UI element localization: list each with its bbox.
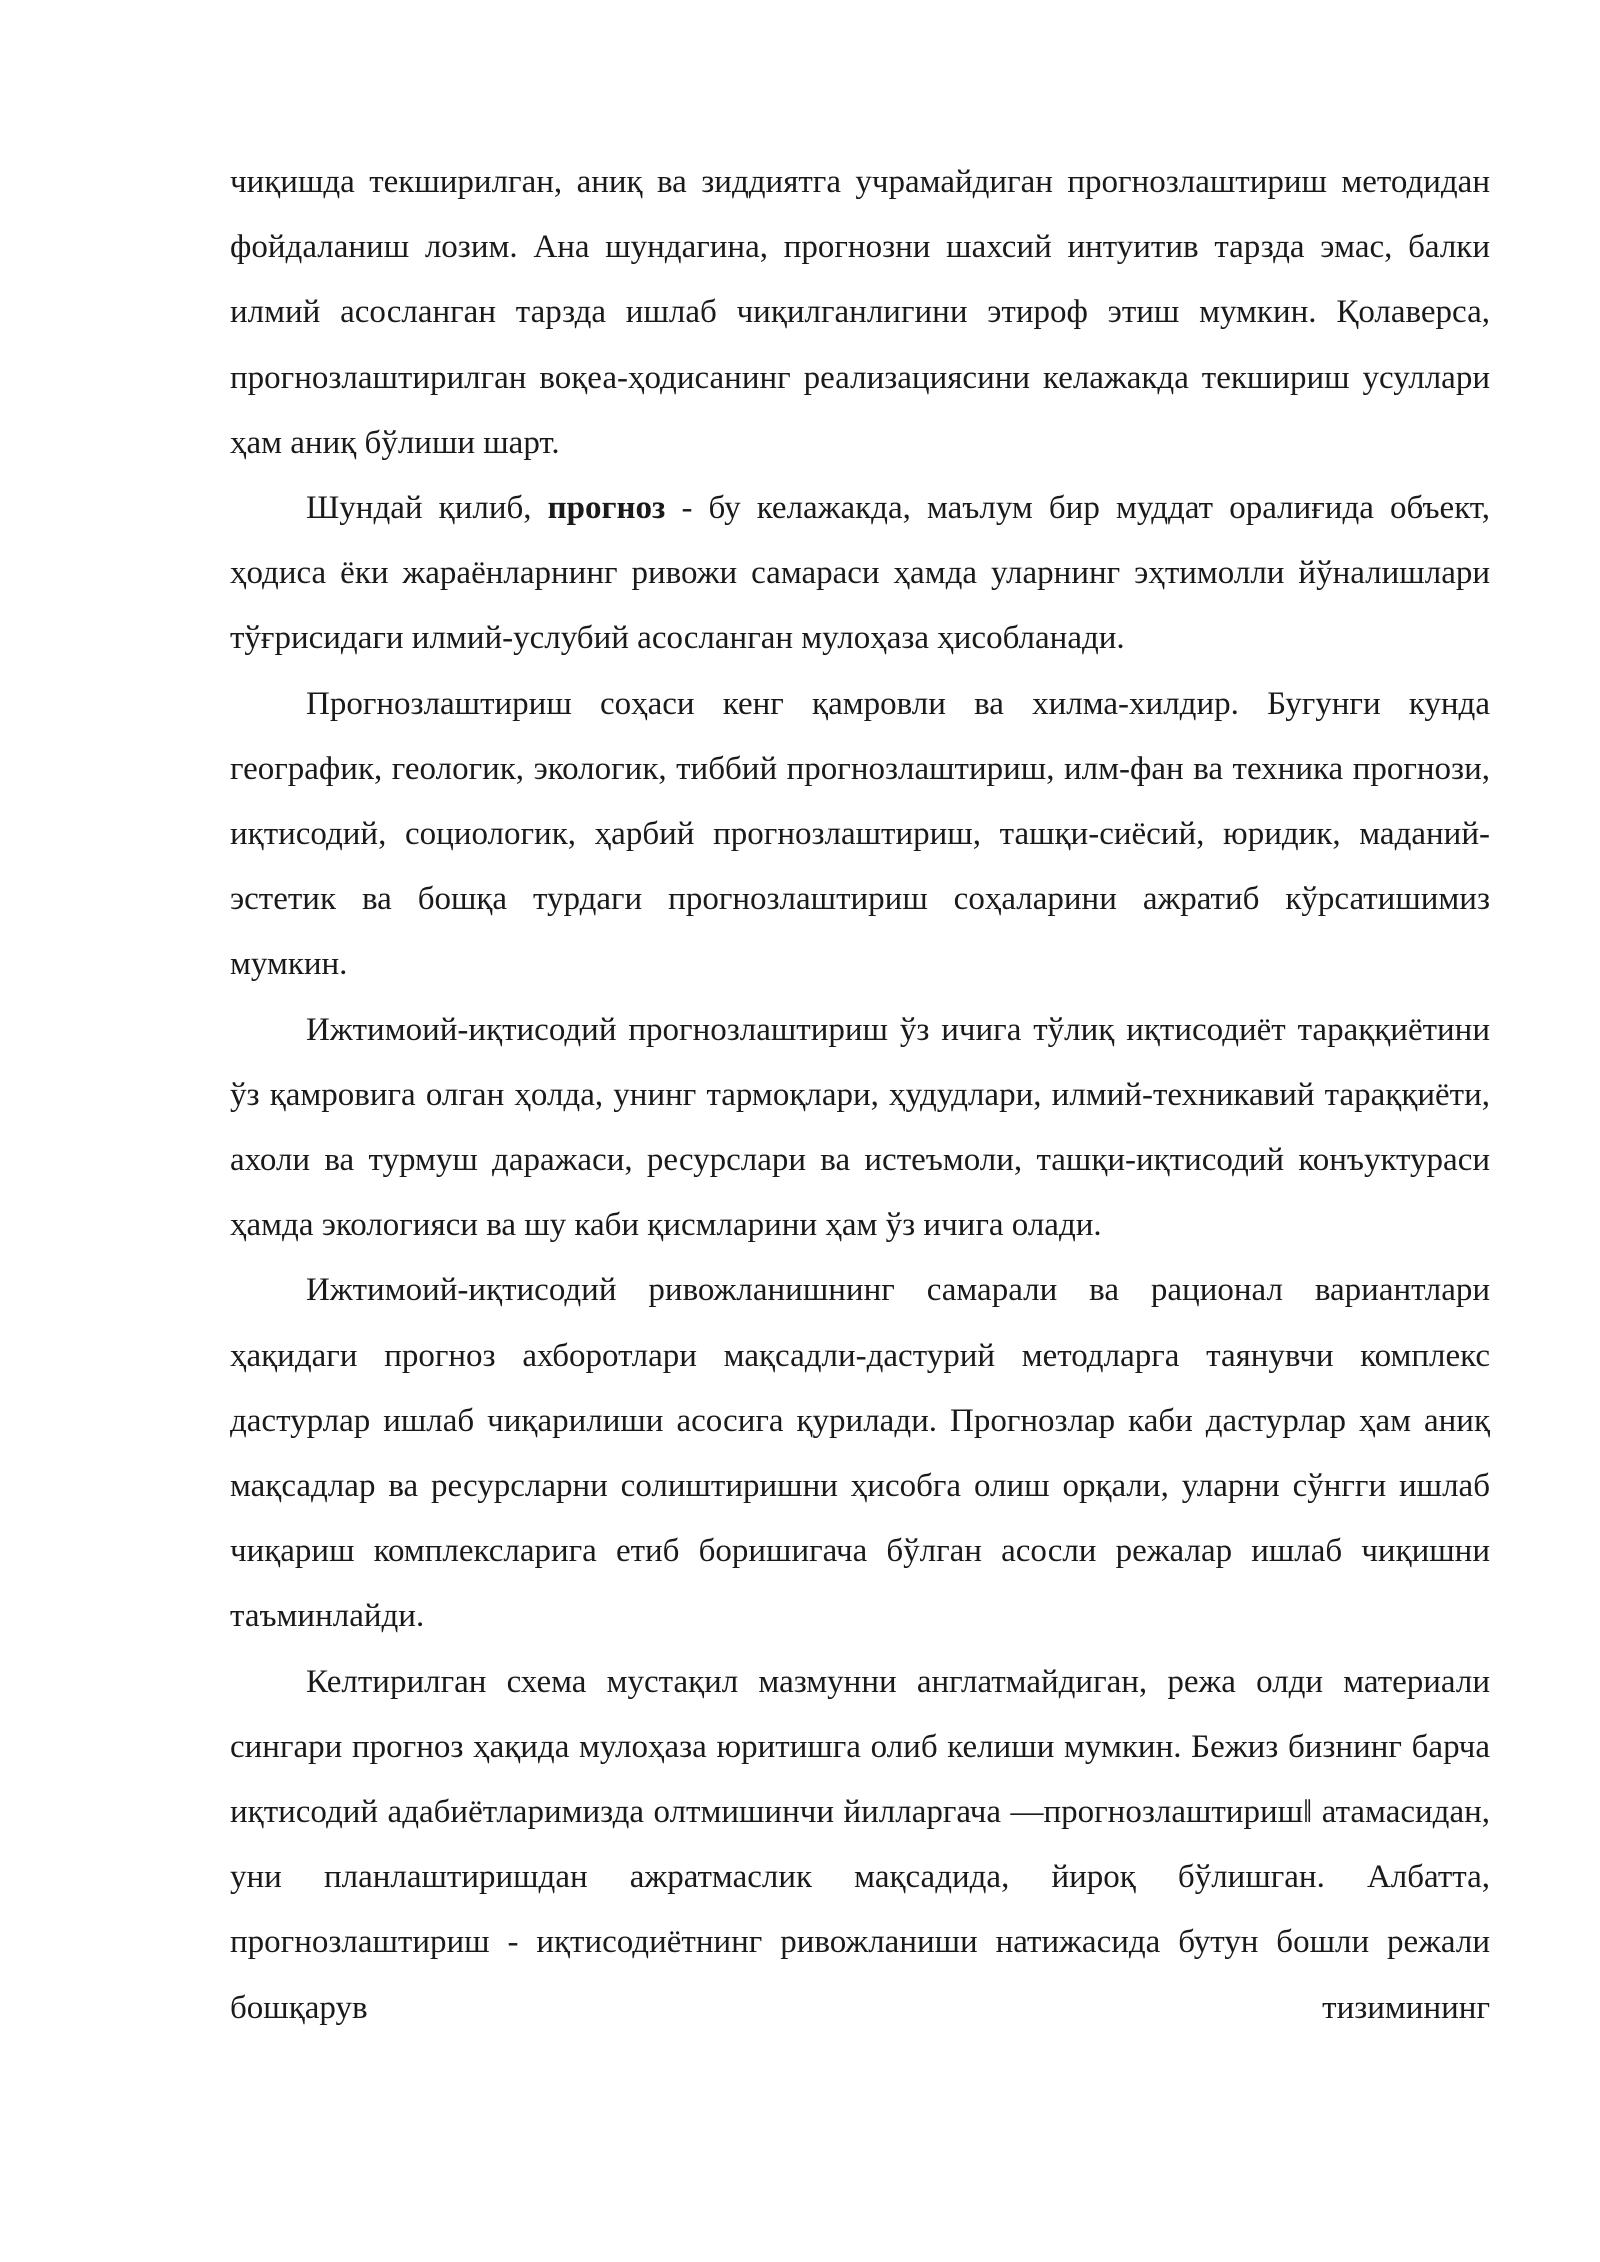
paragraph-2-text-end: - бу келажакда, маълум бир муддат оралиғида объект, ҳодиса ёки жараёнларнинг ривожи самараси ҳамда уларнинг эҳтимолли йўналишлари тўғрисидаги илмий-услубий асосланган мулоҳаза ҳисобланади. xyxy=(230,490,1490,657)
paragraph-4 xyxy=(230,998,1490,1259)
paragraph-3 xyxy=(230,672,1490,998)
paragraph-2 xyxy=(230,476,1490,672)
paragraph-6-text: Келтирилган схема мустақил мазмунни англатмайдиган, режа олди материали сингари прогноз ҳақида мулоҳаза юритишга олиб келиши мумкин. Бежиз бизнинг барча иқтисодий адабиётларимизда олтмишинчи йилларгача ―прогнозлаштириш‖ атамасидан, уни планлаштиришдан ажратмаслик мақсадида, йироқ бўлишган. Албатта, прогнозлаштириш - иқтисодиётнинг ривожланиши натижасида бутун бошли режали бошқарув тизимининг xyxy=(230,1663,1490,2026)
term-prognoz: прогноз xyxy=(547,490,666,527)
paragraph-3-text: Прогнозлаштириш соҳаси кенг қамровли ва хилма-хилдир. Бугунги кунда географик, геологик, экологик, тиббий прогнозлаштириш, илм-фан ва техника прогнози, иқтисодий, социологик, ҳарбий прогнозлаштириш, ташқи-сиёсий, юридик, маданий-эстетик ва бошқа турдаги прогнозлаштириш соҳаларини ажратиб кўрсатишимиз мумкин. xyxy=(230,685,1490,983)
paragraph-5-text: Ижтимоий-иқтисодий ривожланишнинг самарали ва рационал вариантлари ҳақидаги прогноз ахборотлари мақсадли-дастурий методларга таянувчи комплекс дастурлар ишлаб чиқарилиши асосига қурилади. Прогнозлар каби дастурлар ҳам аниқ мақсадлар ва ресурсларни солиштиришни ҳисобга олиш орқали, уларни сўнгги ишлаб чиқариш комплексларига етиб боришигача бўлган асосли режалар ишлаб чиқишни таъминлайди. xyxy=(230,1272,1490,1635)
body-text xyxy=(230,150,1490,2041)
paragraph-2-text-start: Шундай қилиб, xyxy=(306,490,548,527)
paragraph-1 xyxy=(230,150,1490,476)
paragraph-1-text: чиқишда текширилган, аниқ ва зиддиятга учрамайдиган прогнозлаштириш методидан фойдаланиш лозим. Ана шундагина, прогнозни шахсий интуитив тарзда эмас, балки илмий асосланган тарзда ишлаб чиқилганлигини этироф этиш мумкин. Қолаверса, прогнозлаштирилган воқеа-ҳодисанинг реализациясини келажакда текшириш усуллари ҳам аниқ бўлиши шарт. xyxy=(230,164,1490,461)
paragraph-6 xyxy=(230,1650,1490,2041)
paragraph-4-text: Ижтимоий-иқтисодий прогнозлаштириш ўз ичига тўлиқ иқтисодиёт тараққиётини ўз қамровига олган ҳолда, унинг тармоқлари, ҳудудлари, илмий-техникавий тараққиёти, ахоли ва турмуш даражаси, ресурслари ва истеъмоли, ташқи-иқтисодий конъуктураси ҳамда экологияси ва шу каби қисмларини ҳам ўз ичига олади. xyxy=(230,1011,1490,1244)
paragraph-5 xyxy=(230,1258,1490,1649)
